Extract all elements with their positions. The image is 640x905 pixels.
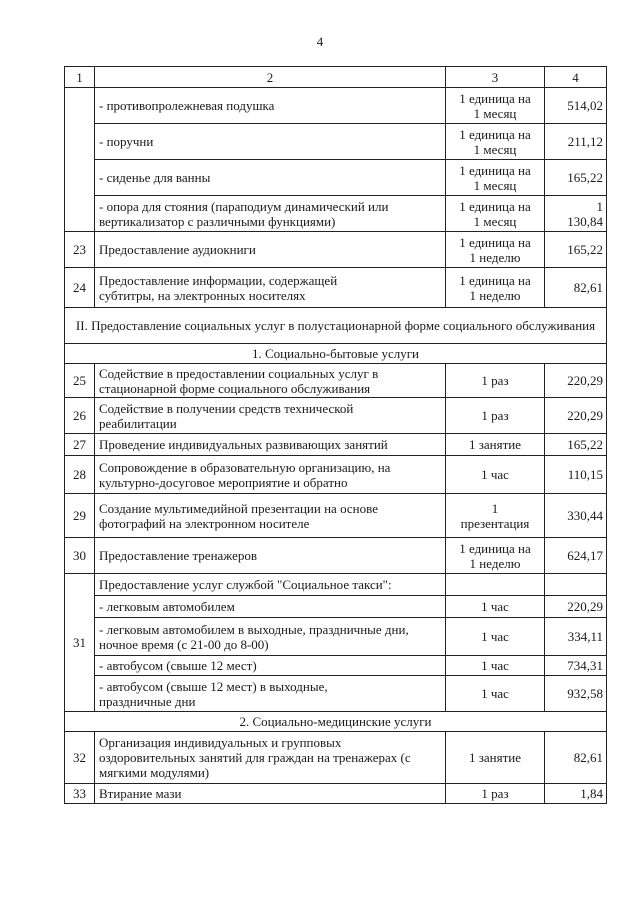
price: 932,58 [545,676,607,712]
tariff-table [64,66,607,804]
subsection-heading-text: 1. Социально-бытовые услуги [65,344,607,364]
row-number: 29 [65,494,95,538]
header-row [65,67,607,88]
service-name: - автобусом (свыше 12 мест) в выходные, праздничные дни [95,676,446,712]
table-row [65,268,607,308]
table-row [65,124,607,160]
service-name: Содействие в предоставлении социальных услуг в стационарной форме социального обслуживания [95,364,446,398]
unit: 1 единица на 1 неделю [446,538,545,574]
unit: 1 час [446,618,545,656]
price: 110,15 [545,456,607,494]
row-number: 23 [65,232,95,268]
service-name: - опора для стояния (параподиум динамический или вертикализатор с различными функциями) [95,196,446,232]
unit: 1 единица на 1 месяц [446,160,545,196]
unit: 1 занятие [446,732,545,784]
price: 1,84 [545,784,607,804]
service-name: - сиденье для ванны [95,160,446,196]
service-name: Втирание мази [95,784,446,804]
unit: 1 раз [446,784,545,804]
price: 220,29 [545,398,607,434]
unit: 1 час [446,596,545,618]
row-number: 31 [65,574,95,712]
table-row [65,434,607,456]
row-number: 27 [65,434,95,456]
price: 734,31 [545,656,607,676]
price: 624,17 [545,538,607,574]
price: 165,22 [545,232,607,268]
service-name: Создание мультимедийной презентации на основе фотографий на электронном носителе [95,494,446,538]
row-number: 26 [65,398,95,434]
row-number: 32 [65,732,95,784]
price: 211,12 [545,124,607,160]
price [545,574,607,596]
service-name: Организация индивидуальных и групповых оздоровительных занятий для граждан на тренажерах (с мягкими модулями) [95,732,446,784]
header-col-2: 2 [95,67,446,88]
service-name: Предоставление тренажеров [95,538,446,574]
unit: 1 час [446,656,545,676]
unit: 1 раз [446,398,545,434]
unit: 1 единица на 1 месяц [446,88,545,124]
table-row [65,494,607,538]
price: 330,44 [545,494,607,538]
service-name: Предоставление информации, содержащей субтитры, на электронных носителях [95,268,446,308]
unit: 1 единица на 1 неделю [446,232,545,268]
price: 334,11 [545,618,607,656]
table-row [65,656,607,676]
service-name: Сопровождение в образовательную организацию, на культурно-досуговое мероприятие и обратно [95,456,446,494]
page-number: 4 [316,34,324,49]
table-row [65,732,607,784]
row-number: 30 [65,538,95,574]
section-heading [65,308,607,344]
table-row [65,160,607,196]
price: 165,22 [545,160,607,196]
unit: 1 единица на 1 неделю [446,268,545,308]
price: 82,61 [545,268,607,308]
price: 82,61 [545,732,607,784]
header-col-4: 4 [545,67,607,88]
price: 220,29 [545,364,607,398]
table-row [65,232,607,268]
unit: 1 презентация [446,494,545,538]
service-name: - поручни [95,124,446,160]
table-row [65,364,607,398]
service-name: - легковым автомобилем в выходные, праздничные дни, ночное время (с 21-00 до 8-00) [95,618,446,656]
unit: 1 единица на 1 месяц [446,124,545,160]
subsection-heading [65,712,607,732]
unit [446,574,545,596]
unit: 1 единица на 1 месяц [446,196,545,232]
subsection-heading-text: 2. Социально-медицинские услуги [65,712,607,732]
unit: 1 час [446,456,545,494]
row-number [65,88,95,232]
header-col-3: 3 [446,67,545,88]
table-row [65,456,607,494]
service-name: Проведение индивидуальных развивающих занятий [95,434,446,456]
table-row [65,574,607,596]
service-name: Содействие в получении средств технической реабилитации [95,398,446,434]
table-row [65,196,607,232]
table-row [65,676,607,712]
row-number: 25 [65,364,95,398]
price: 514,02 [545,88,607,124]
unit: 1 занятие [446,434,545,456]
table-row [65,88,607,124]
row-number: 33 [65,784,95,804]
row-number: 24 [65,268,95,308]
service-name: Предоставление услуг службой "Социальное такси": [95,574,446,596]
table-row [65,618,607,656]
service-name: - противопролежневая подушка [95,88,446,124]
service-name: - легковым автомобилем [95,596,446,618]
unit: 1 раз [446,364,545,398]
unit: 1 час [446,676,545,712]
service-name: Предоставление аудиокниги [95,232,446,268]
price: 220,29 [545,596,607,618]
section-heading-text: II. Предоставление социальных услуг в полустационарной форме социального обслуживания [65,308,607,344]
subsection-heading [65,344,607,364]
table-row [65,538,607,574]
price: 1 130,84 [545,196,607,232]
table-row [65,596,607,618]
table-row [65,784,607,804]
row-number: 28 [65,456,95,494]
table-row [65,398,607,434]
header-col-1: 1 [65,67,95,88]
service-name: - автобусом (свыше 12 мест) [95,656,446,676]
price: 165,22 [545,434,607,456]
